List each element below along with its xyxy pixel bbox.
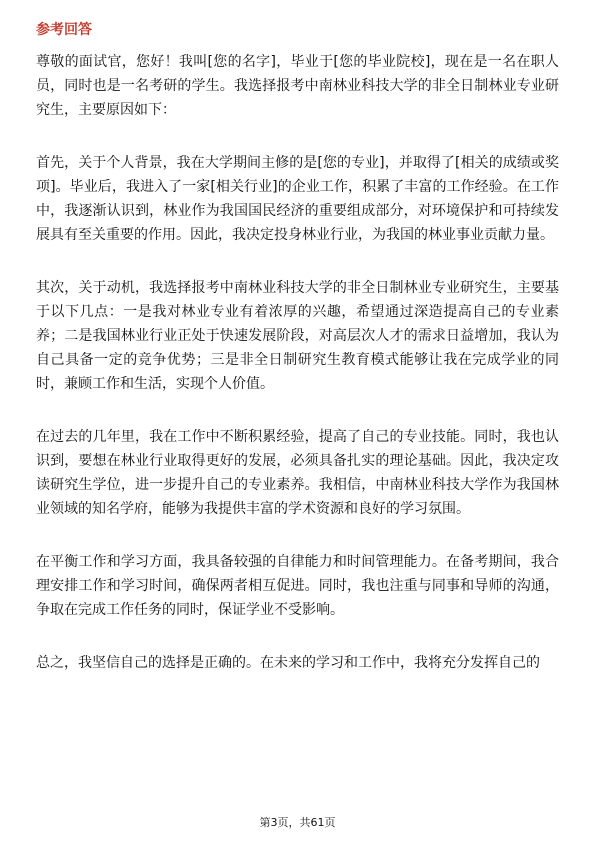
paragraph-background: 首先，关于个人背景，我在大学期间主修的是[您的专业]，并取得了[相关的成绩或奖项]。毕业后，我进入了一家[相关行业]的企业工作，积累了丰富的工作经验。在工作中，我逐渐认识到，林业作为我国国民经济的重要组成部分，对环境保护和可持续发展具有至关重要的作用。因此，我决定投身林业行业，为我国的林业事业贡献力量。 (36, 155, 559, 243)
paragraph-experience: 在过去的几年里，我在工作中不断积累经验，提高了自己的专业技能。同时，我也认识到，要想在林业行业取得更好的发展，必须具备扎实的理论基础。因此，我决定攻读研究生学位，进一步提升自己的专业素养。我相信，中南林业科技大学作为我国林业领域的知名学府，能够为我提供丰富的学术资源和良好的学习氛围。 (36, 429, 559, 517)
section-title: 参考回答 (36, 22, 92, 38)
paragraph-intro: 尊敬的面试官，您好！我叫[您的名字]，毕业于[您的毕业院校]，现在是一名在职人员，同时也是一名考研的学生。我选择报考中南林业科技大学的非全日制林业专业研究生，主要原因如下： (36, 54, 559, 118)
answer-body (36, 50, 559, 704)
paragraph-conclusion: 总之，我坚信自己的选择是正确的。在未来的学习和工作中，我将充分发挥自己的 (36, 655, 540, 671)
paragraph-motivation: 其次，关于动机，我选择报考中南林业科技大学的非全日制林业专业研究生，主要基于以下几点：一是我对林业专业有着浓厚的兴趣，希望通过深造提高自己的专业素养；二是我国林业行业正处于快速发展阶段，对高层次人才的需求日益增加，我认为自己具备一定的竞争优势；三是非全日制研究生教育模式能够让我在完成学业的同时，兼顾工作和生活，实现个人价值。 (36, 280, 559, 392)
page-number: 第3页，共61页 (259, 816, 336, 829)
paragraph-balance: 在平衡工作和学习方面，我具备较强的自律能力和时间管理能力。在备考期间，我合理安排工作和学习时间，确保两者相互促进。同时，我也注重与同事和导师的沟通，争取在完成工作任务的同时，保证学业不受影响。 (36, 554, 559, 618)
